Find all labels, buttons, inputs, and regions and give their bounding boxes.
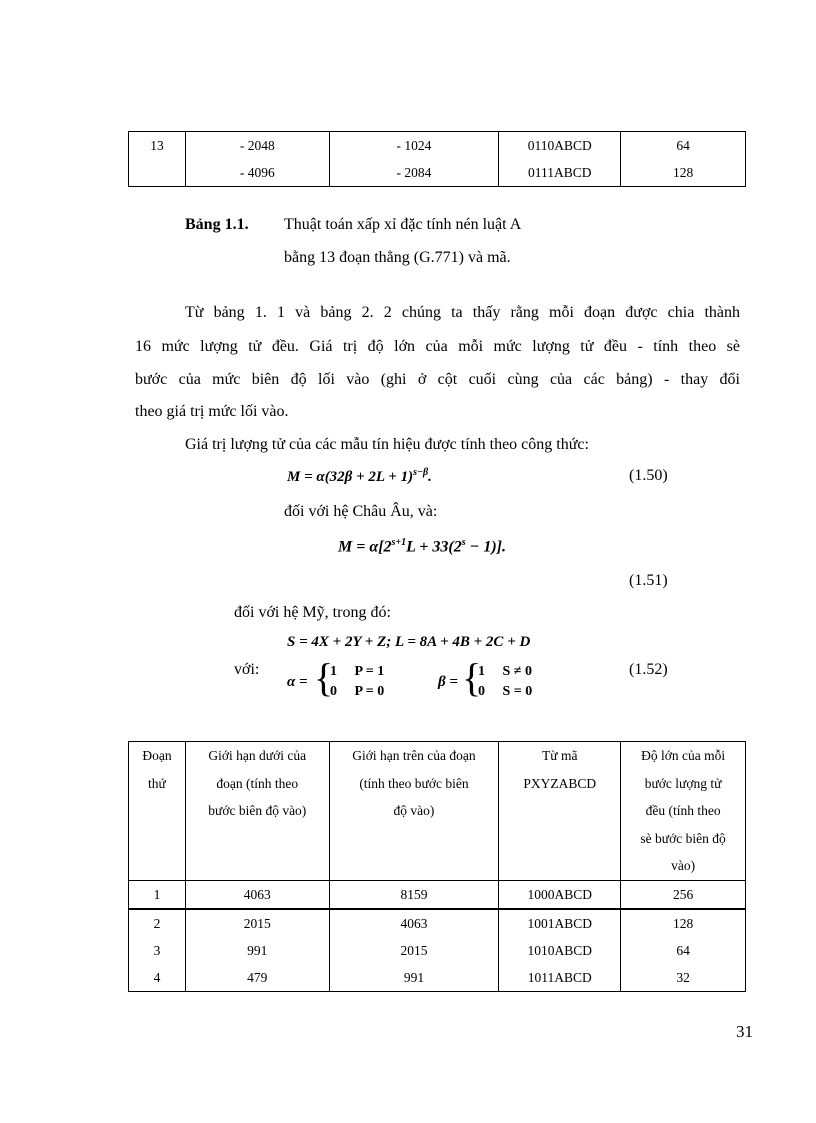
header-lower-limit: Giới hạn dưới của đoạn (tính theo bước biên độ vào): [185, 742, 329, 881]
caption-line-1: Thuật toán xấp xỉ đặc tính nén luật A: [284, 216, 522, 233]
caption-label: Bảng 1.1.: [185, 216, 249, 233]
header-upper-limit: Giới hạn trên của đoạn (tính theo bước biên độ vào): [329, 742, 499, 881]
paragraph-line: theo giá trị mức lối vào.: [135, 403, 289, 420]
equation-1-51: $M = \alpha[2^{s+1}L + 33(2^s - 1)]$.: [338, 537, 507, 556]
lower-limit-cell: - 2048 - 4096: [185, 132, 329, 187]
formula-intro: Giá trị lượng tử của các mẫu tín hiệu được tính theo công thức:: [185, 436, 589, 453]
alpha-cases: 1 P = 1 0 P = 0: [330, 664, 385, 699]
brace-icon: {: [314, 655, 334, 700]
paragraph-line: 16 mức lượng tử đều. Giá trị độ lớn của mỗi mức lượng tử đều - tính theo sè: [135, 338, 740, 355]
equation-number: (1.51): [629, 572, 668, 589]
equation-1-50: $M = \alpha(32\beta + 2L + 1)^{s-\beta}$.: [287, 467, 432, 485]
beta-symbol: β =: [438, 674, 458, 690]
upper-limit-cell: - 1024 - 2084: [329, 132, 499, 187]
header-step-size: Độ lớn của mỗi bước lượng tử đều (tính theo sè bước biên độ vào): [621, 742, 746, 881]
segment-cell: 13: [129, 132, 186, 187]
with-label: với:: [234, 661, 260, 678]
table-row: 2 3 4 2015 991 479 4063 2015 991 1001ABCD 1010ABCD 1011ABCD 128 64 32: [129, 909, 746, 992]
brace-icon: {: [462, 655, 482, 700]
variable-definitions: S = 4X + 2Y + Z; L = 8A + 4B + 2C + D: [287, 634, 531, 650]
table-row: [129, 132, 746, 187]
header-segment: Đoạn thứ: [129, 742, 186, 881]
top-table-continuation: [128, 131, 746, 187]
equation-number: (1.52): [629, 661, 668, 678]
us-text: đối với hệ Mỹ, trong đó:: [234, 604, 391, 621]
paragraph-line: bước của mức biên độ lối vào (ghi ở cột cuối cùng của các bảng) - thay đổi: [135, 371, 740, 388]
code-cell: 0110ABCD 0111ABCD: [499, 132, 621, 187]
caption-line-2: bằng 13 đoạn thẳng (G.771) và mã.: [284, 249, 511, 266]
page-number: 31: [736, 1022, 753, 1041]
alpha-symbol: α =: [287, 674, 308, 690]
europe-text: đối với hệ Châu Âu, và:: [284, 503, 438, 520]
paragraph-line: Từ bảng 1. 1 và bảng 2. 2 chúng ta thấy rằng mỗi đoạn được chia thành: [185, 304, 740, 321]
table-header-row: [129, 742, 746, 881]
equation-number: (1.50): [629, 467, 668, 484]
table-row: 1 4063 8159 1000ABCD 256: [129, 880, 746, 909]
beta-cases: 1 S ≠ 0 0 S = 0: [478, 664, 533, 699]
segment-table: [128, 741, 746, 992]
header-code: Từ mã PXYZABCD: [499, 742, 621, 881]
step-cell: 64 128: [621, 132, 746, 187]
